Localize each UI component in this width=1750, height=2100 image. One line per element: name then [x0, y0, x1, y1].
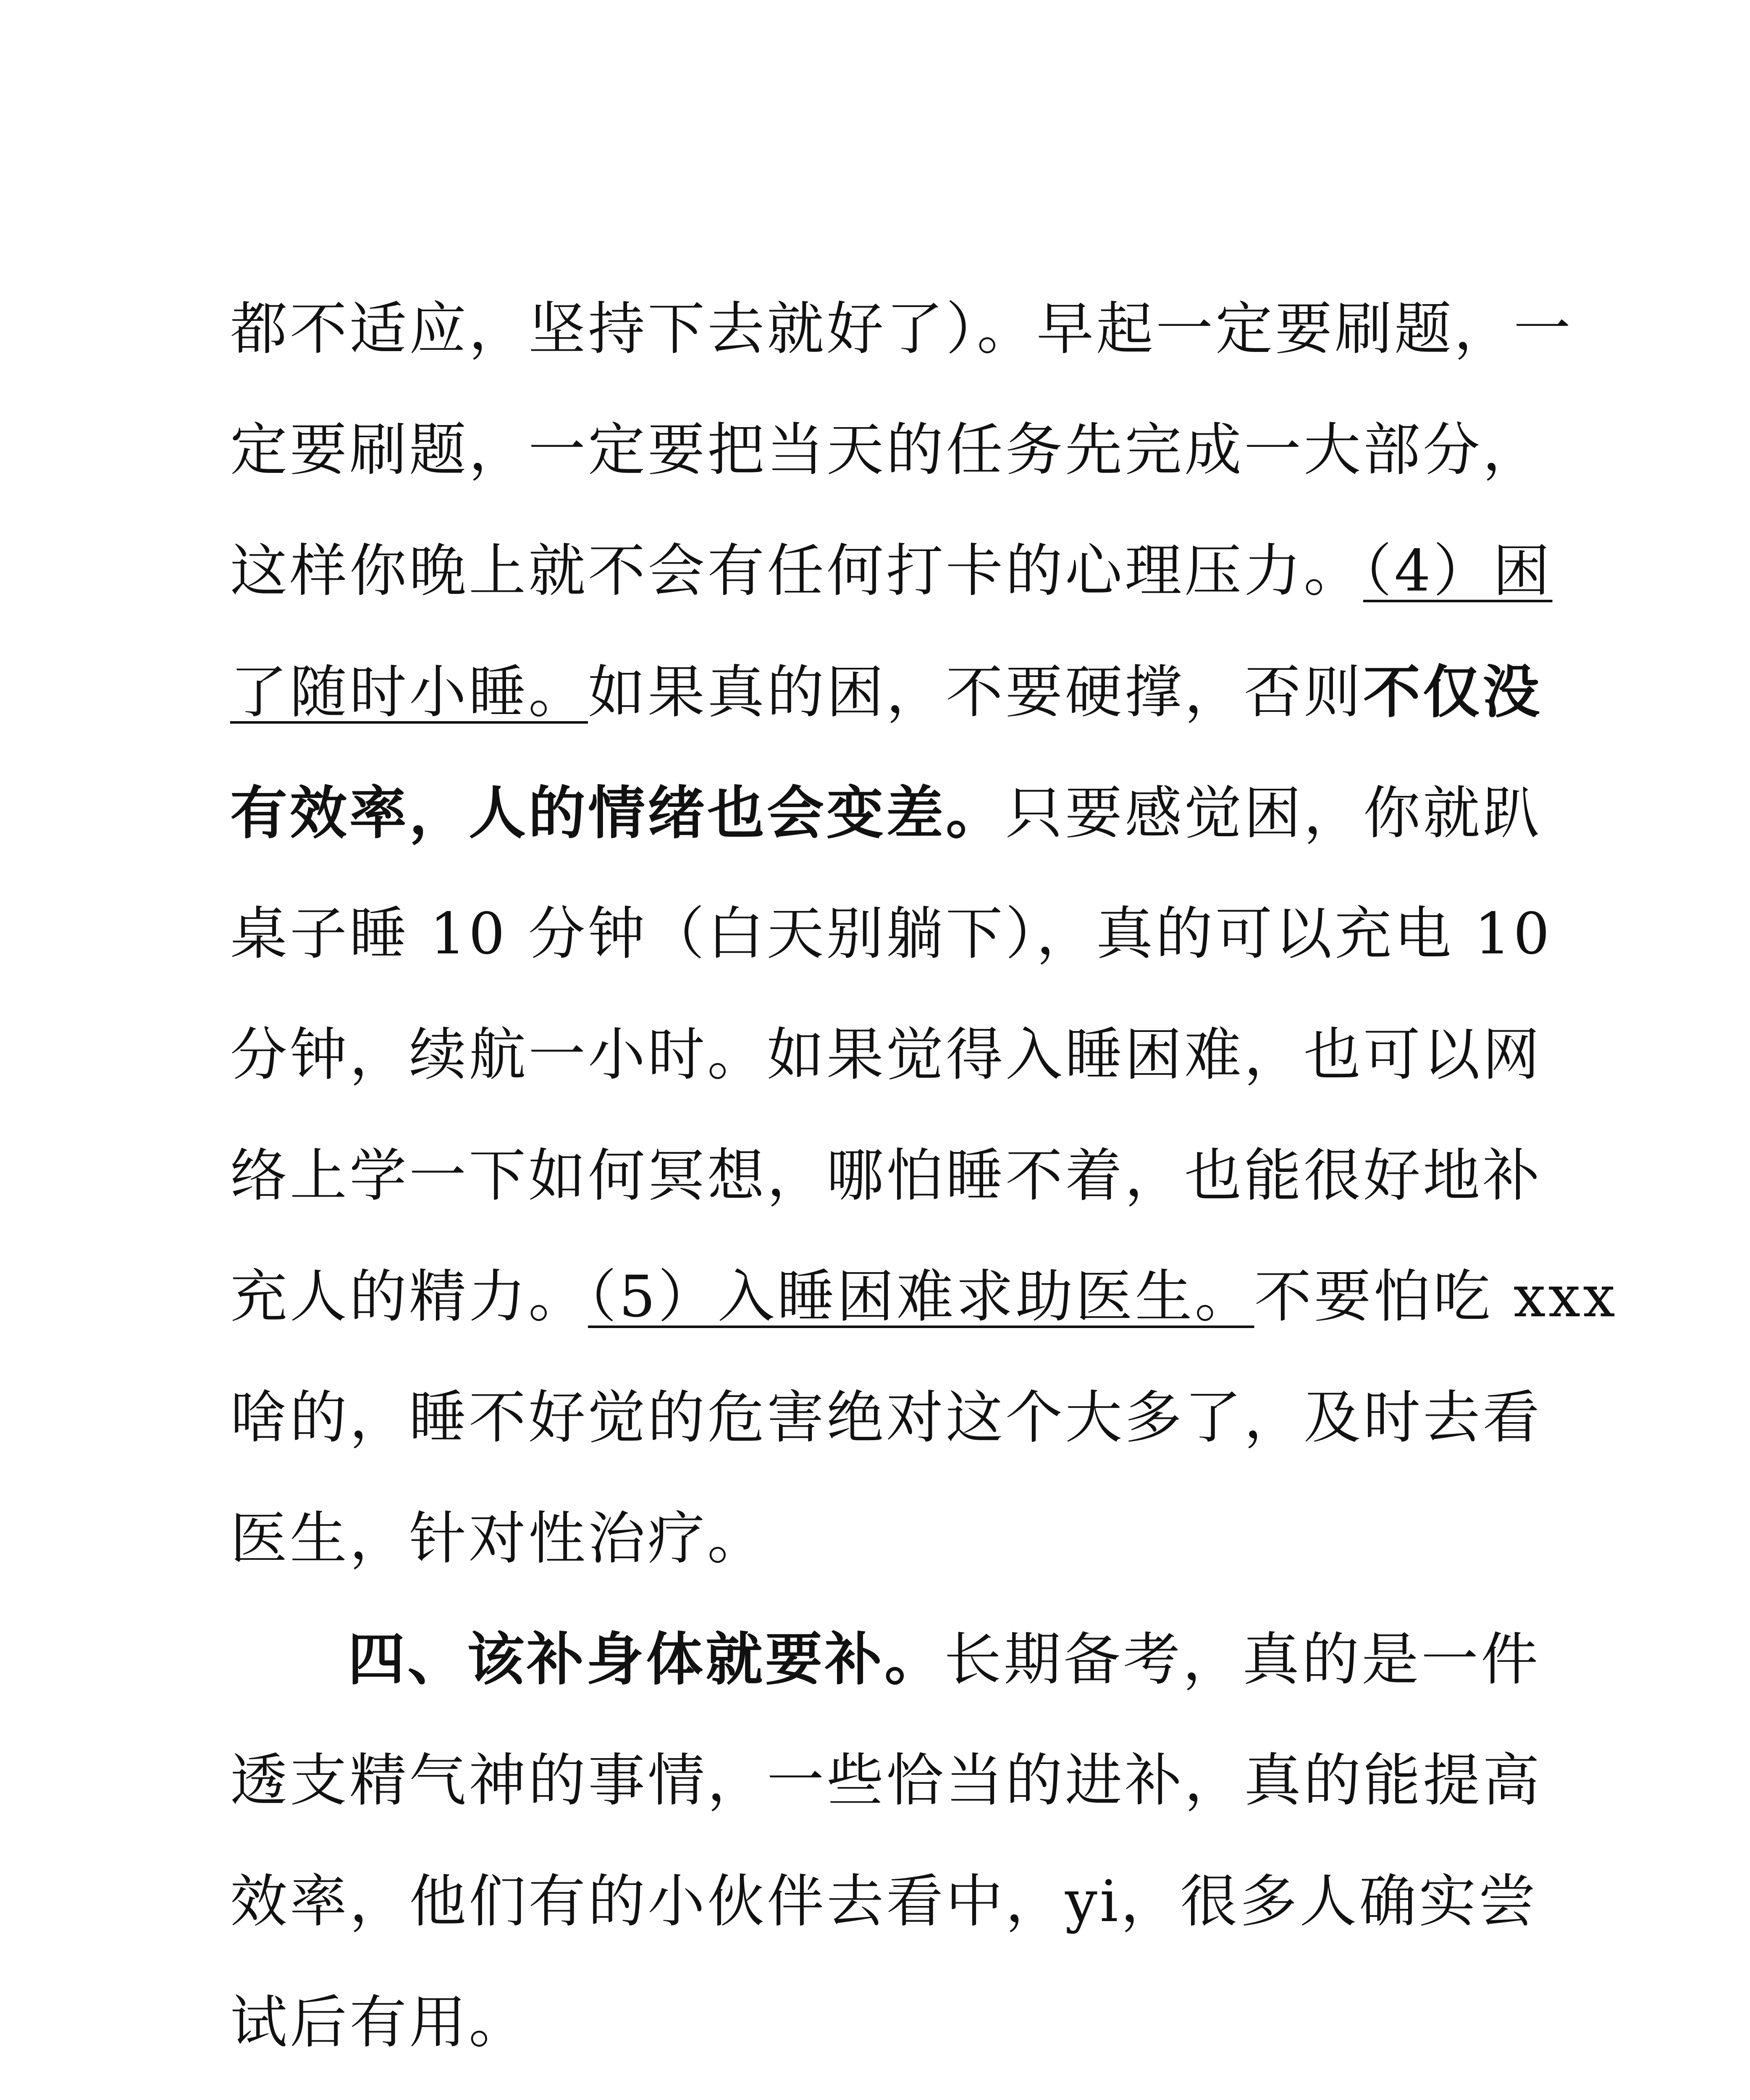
text-line — [230, 1720, 1542, 1841]
text-span: 如果真的困，不要硬撑，否则 — [588, 659, 1363, 726]
text-span: 透支精气神的事情，一些恰当的进补，真的能提高 — [230, 1748, 1542, 1814]
underlined-subheading: （5）入睡困难求助医生。 — [588, 1264, 1254, 1330]
underlined-subheading: （4）困 — [1363, 538, 1553, 604]
underlined-subheading: 了随时小睡。 — [230, 659, 588, 726]
text-line — [230, 511, 1553, 632]
text-span: 都不适应，坚持下去就好了）。早起一定要刷题，一 — [230, 296, 1573, 362]
text-line — [230, 269, 1573, 390]
text-line — [230, 1962, 1536, 2083]
text-line — [230, 1478, 1536, 1599]
text-line — [230, 874, 1552, 995]
bold-text: 有效率，人的情绪也会变差。 — [230, 780, 1005, 847]
text-span: 桌子睡 10 分钟（白天别躺下），真的可以充电 10 — [230, 901, 1552, 967]
text-span: 充人的精力。 — [230, 1264, 588, 1330]
text-line — [230, 390, 1542, 511]
text-span: 长期备考，真的是一件 — [944, 1627, 1540, 1693]
text-line — [230, 753, 1542, 874]
text-span: 啥的，睡不好觉的危害绝对这个大多了，及时去看 — [230, 1385, 1542, 1451]
text-span: 只要感觉困，你就趴 — [1005, 780, 1542, 847]
text-line — [230, 1116, 1542, 1236]
text-span: 效率，他们有的小伙伴去看中，yi，很多人确实尝 — [230, 1869, 1538, 1935]
text-line — [230, 1599, 1540, 1720]
text-span: 试后有用。 — [230, 1990, 528, 2056]
text-line — [230, 1357, 1542, 1478]
bold-text: 不仅没 — [1363, 659, 1542, 726]
text-line — [230, 995, 1542, 1116]
text-span: 这样你晚上就不会有任何打卡的心理压力。 — [230, 538, 1363, 604]
text-span: 分钟，续航一小时。如果觉得入睡困难，也可以网 — [230, 1022, 1542, 1088]
text-line — [230, 2083, 1536, 2100]
text-span: 医生，针对性治疗。 — [230, 1506, 767, 1572]
body-text — [230, 269, 1618, 2100]
section-heading: 四、该补身体就要补。 — [348, 1627, 944, 1693]
text-span: 络上学一下如何冥想，哪怕睡不着，也能很好地补 — [230, 1143, 1542, 1209]
text-line — [230, 632, 1542, 753]
text-line — [230, 1236, 1618, 1357]
text-span: 不要怕吃 xxx — [1254, 1264, 1618, 1330]
text-span: 定要刷题，一定要把当天的任务先完成一大部分， — [230, 417, 1542, 483]
text-line — [230, 1841, 1536, 1962]
